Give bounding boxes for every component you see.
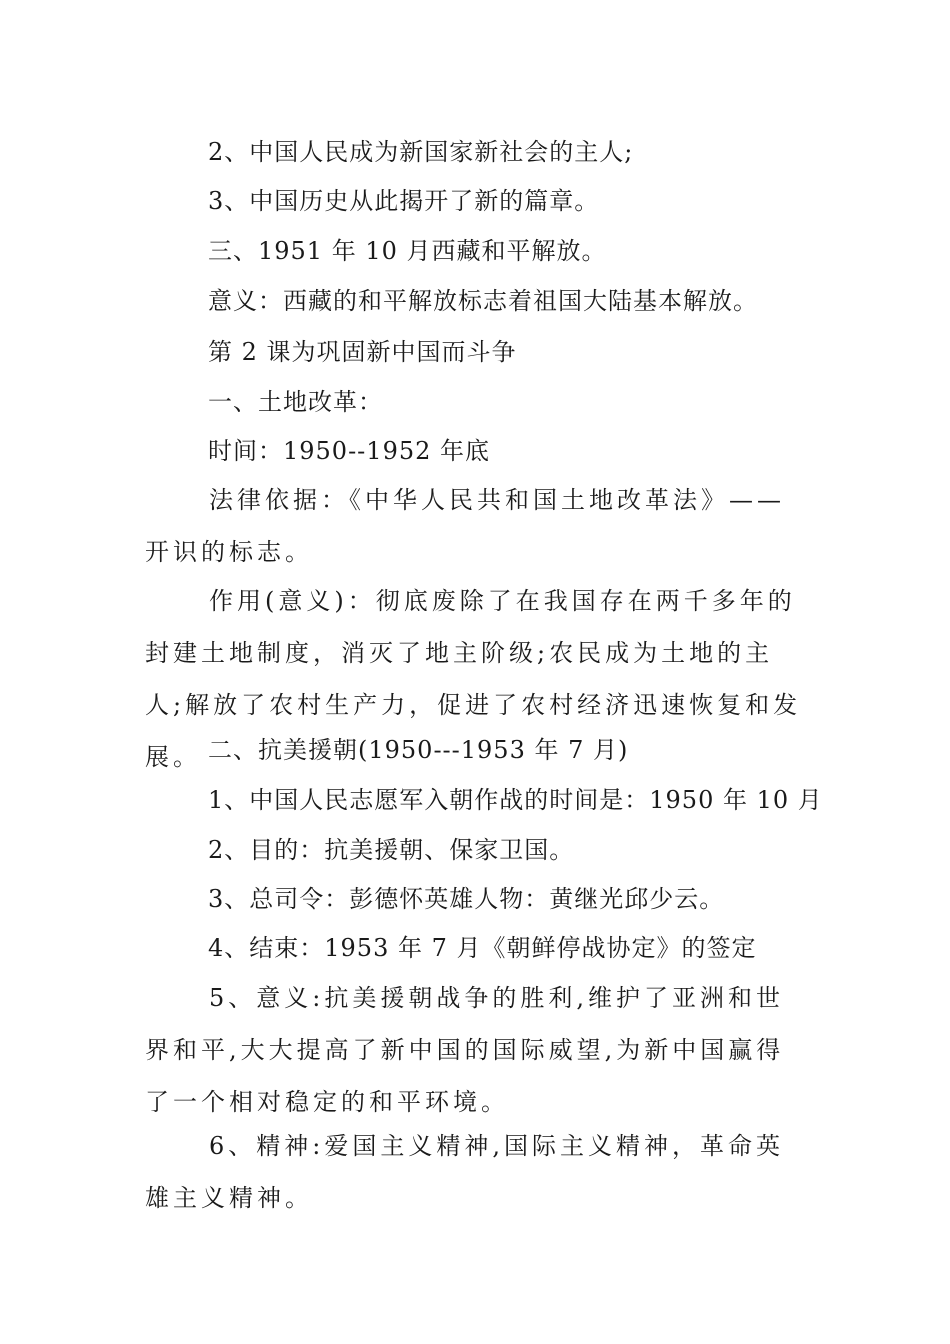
paragraph-war-significance: 5、意义:抗美援朝战争的胜利,维护了亚洲和世界和平,大大提高了新中国的国际威望,为新中国赢得了一个相对稳定的和平环境。: [145, 984, 785, 1116]
text-line-significance-tibet: 意义：西藏的和平解放标志着祖国大陆基本解放。: [208, 287, 758, 315]
text-line-2: 3、中国历史从此揭开了新的篇章。: [208, 187, 600, 215]
paragraph-effect: 作用(意义)：彻底废除了在我国存在两千多年的封建土地制度，消灭了地主阶级;农民成为土地的主人;解放了农村生产力，促进了农村经济迅速恢复和发展。: [145, 587, 802, 771]
war-item-4: 4、结束：1953 年 7 月《朝鲜停战协定》的签定: [208, 934, 757, 962]
section-heading-tibet: 三、1951 年 10 月西藏和平解放。: [208, 237, 607, 265]
lesson-heading: 第 2 课为巩固新中国而斗争: [208, 338, 517, 366]
section-heading-war: 二、抗美援朝(1950---1953 年 7 月): [208, 736, 629, 764]
paragraph-legal-basis: 法律依据：《中华人民共和国土地改革法》——开识的标志。: [145, 486, 785, 566]
section-heading-land-reform: 一、土地改革：: [208, 388, 383, 416]
war-item-3: 3、总司令：彭德怀英雄人物：黄继光邱少云。: [208, 885, 725, 913]
war-item-2: 2、目的：抗美援朝、保家卫国。: [208, 836, 575, 864]
war-item-1: 1、中国人民志愿军入朝作战的时间是：1950 年 10 月: [208, 786, 823, 814]
text-line-time: 时间：1950--1952 年底: [208, 437, 491, 465]
text-line-1: 2、中国人民成为新国家新社会的主人;: [208, 138, 634, 166]
paragraph-spirit: 6、精神:爱国主义精神,国际主义精神，革命英雄主义精神。: [145, 1132, 784, 1212]
